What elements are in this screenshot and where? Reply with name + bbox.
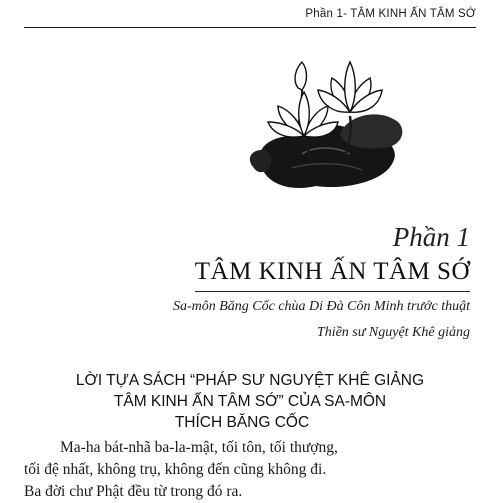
attribution-lecturer: Thiền sư Nguyệt Khê giảng (316, 325, 470, 340)
section-heading-line-3: THÍCH BĂNG CỐC (174, 414, 310, 431)
part-label: Phần 1 (392, 222, 470, 252)
body-line: tối đệ nhất, không trụ, không đến cũng không đi. (24, 461, 327, 478)
attribution-author: Sa-môn Băng Cốc chùa Di Đà Côn Minh trước thuật (172, 299, 470, 314)
title-rule (195, 291, 470, 292)
part-title: TÂM KINH ẤN TÂM SỚ (194, 258, 470, 285)
body-paragraph (24, 437, 474, 503)
header-rule (24, 27, 476, 28)
body-line: Ba đời chư Phật đều từ trong đó ra. (24, 483, 243, 500)
section-heading-line-2: TÂM KINH ẤN TÂM SỚ” CỦA SA-MÔN (113, 393, 387, 410)
body-line: Ma-ha bát-nhã ba-la-mật, tối tôn, tối thượng, (60, 439, 338, 456)
lotus-illustration (232, 50, 422, 200)
running-header: Phần 1- TÂM KINH ẤN TÂM SỚ (305, 8, 476, 20)
section-heading-line-1: LỜI TỰA SÁCH “PHÁP SƯ NGUYỆT KHÊ GIẢNG (75, 372, 425, 389)
